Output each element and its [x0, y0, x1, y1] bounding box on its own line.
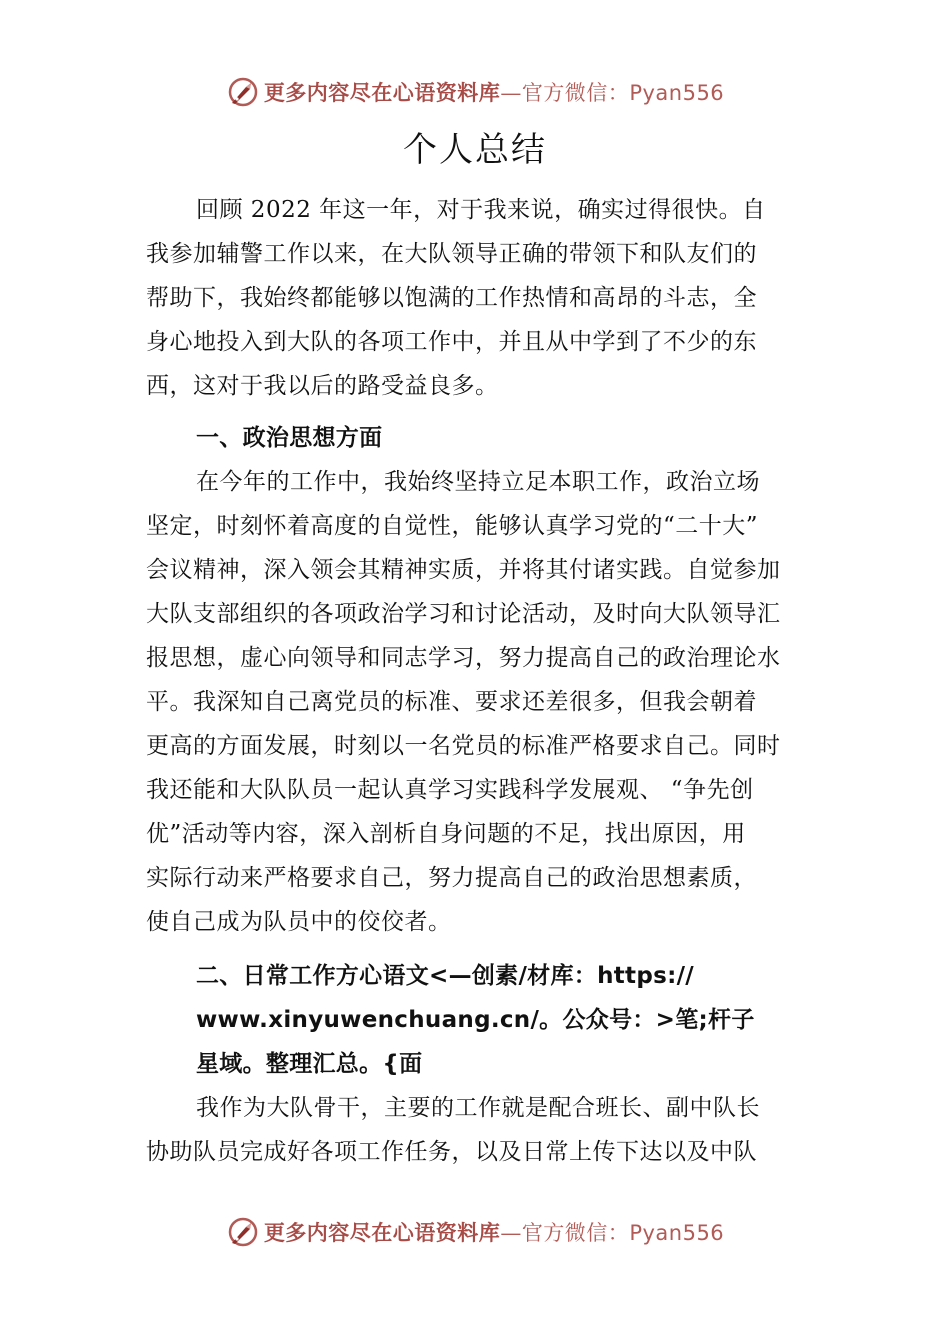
pen-nib-logo-icon [226, 75, 260, 109]
banner-middle: 官方微信： [521, 1221, 630, 1245]
section1-line: 使自己成为队员中的佼佼者。 [146, 909, 452, 935]
footer-watermark-banner [0, 1212, 950, 1252]
section-heading-daily-work: 星域。整理汇总。{面 [196, 1051, 423, 1077]
intro-line: 西，这对于我以后的路受益良多。 [146, 373, 499, 399]
header-watermark-banner [0, 72, 950, 112]
section-heading-politics: 一、政治思想方面 [196, 425, 383, 451]
banner-text [264, 77, 724, 107]
section1-line: 报思想，虚心向领导和同志学习，努力提高自己的政治理论水 [146, 645, 781, 671]
section1-line: 优”活动等内容，深入剖析自身问题的不足，找出原因，用 [146, 821, 746, 847]
section2-line: 协助队员完成好各项工作任务，以及日常上传下达以及中队 [146, 1139, 757, 1165]
document-title: 个人总结 [403, 130, 547, 170]
intro-line: 帮助下，我始终都能够以饱满的工作热情和高昂的斗志，全 [146, 285, 757, 311]
section-heading-daily-work: www.xinyuwenchuang.cn/。公众号：>笔;杆子 [196, 1007, 755, 1033]
section1-line: 在今年的工作中，我始终坚持立足本职工作，政治立场 [196, 469, 760, 495]
intro-line: 回顾 2022 年这一年，对于我来说，确实过得很快。自 [196, 197, 766, 223]
section1-line: 会议精神，深入领会其精神实质，并将其付诸实践。自觉参加 [146, 557, 781, 583]
section1-line: 我还能和大队队员一起认真学习实践科学发展观、 “争先创 [146, 777, 754, 803]
document-body [146, 188, 814, 1174]
intro-line: 我参加辅警工作以来，在大队领导正确的带领下和队友们的 [146, 241, 757, 267]
section-heading-daily-work: 二、日常工作方心语文<—创素/材库：https:// [196, 963, 694, 989]
pen-nib-logo-icon [226, 1215, 260, 1249]
banner-dash: — [500, 1221, 522, 1245]
banner-text [264, 1217, 724, 1247]
section2-line: 我作为大队骨干，主要的工作就是配合班长、副中队长 [196, 1095, 760, 1121]
intro-line: 身心地投入到大队的各项工作中，并且从中学到了不少的东 [146, 329, 757, 355]
banner-account: Pyan556 [629, 81, 725, 105]
section1-line: 更高的方面发展，时刻以一名党员的标准严格要求自己。同时 [146, 733, 781, 759]
section1-line: 实际行动来严格要求自己，努力提高自己的政治思想素质， [146, 865, 757, 891]
banner-dash: — [500, 81, 522, 105]
banner-middle: 官方微信： [521, 81, 630, 105]
section1-line: 平。我深知自己离党员的标准、要求还差很多，但我会朝着 [146, 689, 757, 715]
banner-account: Pyan556 [629, 1221, 725, 1245]
banner-highlight: 更多内容尽在心语资料库 [263, 80, 501, 105]
section1-line: 坚定，时刻怀着高度的自觉性，能够认真学习党的“二十大” [146, 513, 759, 539]
banner-highlight: 更多内容尽在心语资料库 [263, 1220, 501, 1245]
section1-line: 大队支部组织的各项政治学习和讨论活动，及时向大队领导汇 [146, 601, 781, 627]
